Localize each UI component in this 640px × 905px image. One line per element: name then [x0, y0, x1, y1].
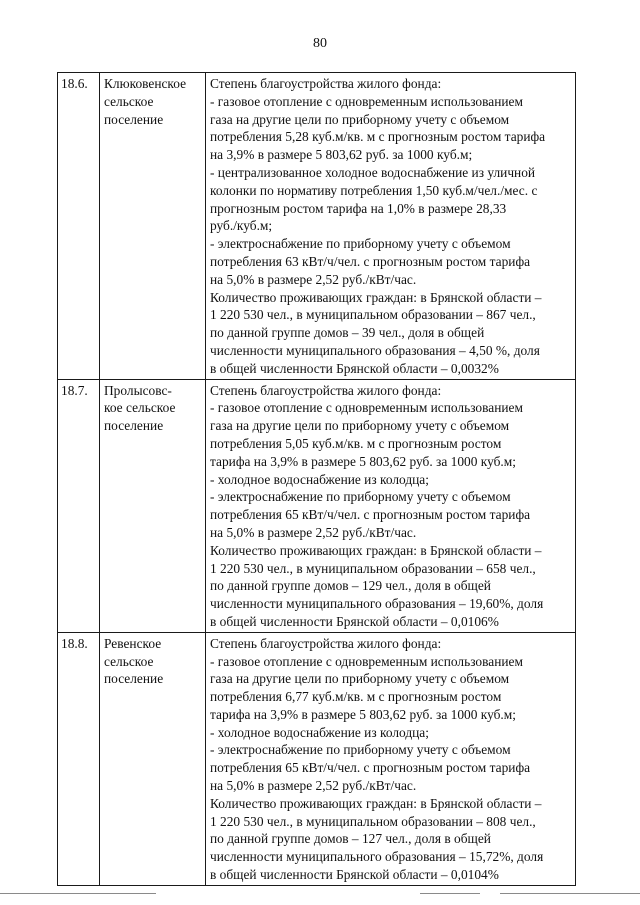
description-line: прогнозным ростом тарифа на 1,0% в размере 28,33: [210, 200, 507, 216]
settlement-name-line: поселение: [104, 671, 164, 687]
settlement-name-line: поселение: [104, 111, 164, 127]
description-line: Степень благоустройства жилого фонда:: [210, 635, 442, 651]
housing-description: [206, 632, 576, 885]
description-line: на 5,0% в размере 2,52 руб./кВт/час.: [210, 524, 417, 540]
table-row: [58, 73, 576, 380]
page-number: 80: [313, 36, 327, 51]
description-line: - холодное водоснабжение из колодца;: [210, 471, 429, 487]
settlement-name: [100, 379, 206, 632]
description-line: Степень благоустройства жилого фонда:: [210, 76, 442, 91]
description-line: потребления 5,05 куб.м/кв. м с прогнозным ростом: [210, 435, 502, 451]
description-line: потребления 65 кВт/ч/чел. с прогнозным ростом тарифа: [210, 507, 531, 523]
settlement-name-line: кое сельское: [104, 400, 176, 416]
description-line: 1 220 530 чел., в муниципальном образовании – 867 чел.,: [210, 307, 536, 323]
description-line: газа на другие цели по приборному учету с объемом: [210, 418, 510, 434]
description-line: руб./куб.м;: [210, 218, 273, 234]
settlement-name: [100, 73, 206, 380]
description-line: на 5,0% в размере 2,52 руб./кВт/час.: [210, 271, 417, 287]
description-line: газа на другие цели по приборному учету с объемом: [210, 671, 510, 687]
row-number: 18.6.: [58, 73, 100, 380]
description-line: потребления 65 кВт/ч/чел. с прогнозным ростом тарифа: [210, 760, 531, 776]
description-line: - газовое отопление с одновременным использованием: [210, 93, 523, 109]
table-body: [58, 73, 576, 886]
description-line: - электроснабжение по приборному учету с объемом: [210, 489, 511, 505]
description-line: Степень благоустройства жилого фонда:: [210, 382, 442, 398]
description-line: в общей численности Брянской области – 0,0106%: [210, 613, 499, 629]
settlement-name: [100, 632, 206, 885]
description-line: тарифа на 3,9% в размере 5 803,62 руб. за 1000 куб.м;: [210, 453, 516, 469]
description-line: потребления 5,28 куб.м/кв. м с прогнозным ростом тарифа: [210, 129, 546, 145]
table-row: [58, 379, 576, 632]
row-number: 18.7.: [58, 379, 100, 632]
description-line: численности муниципального образования – 4,50 %, доля: [210, 342, 540, 358]
settlement-name-line: Клюковенское: [104, 76, 187, 91]
description-line: численности муниципального образования – 19,60%, доля: [210, 596, 544, 612]
description-line: Количество проживающих граждан: в Брянской области –: [210, 289, 542, 305]
description-line: - холодное водоснабжение из колодца;: [210, 724, 429, 740]
description-line: на 5,0% в размере 2,52 руб./кВт/час.: [210, 778, 417, 794]
description-line: в общей численности Брянской области – 0,0032%: [210, 360, 499, 376]
housing-description: [206, 379, 576, 632]
description-line: колонки по нормативу потребления 1,50 куб.м/чел./мес. с: [210, 182, 538, 198]
footer-rule-middle: [420, 893, 480, 894]
description-line: численности муниципального образования – 15,72%, доля: [210, 849, 544, 865]
footer-rule-left: [0, 893, 156, 894]
housing-description: [206, 73, 576, 380]
description-line: тарифа на 3,9% в размере 5 803,62 руб. за 1000 куб.м;: [210, 706, 516, 722]
footer-rule-right: [500, 893, 640, 894]
description-line: - централизованное холодное водоснабжение из уличной: [210, 164, 536, 180]
description-line: газа на другие цели по приборному учету с объемом: [210, 111, 510, 127]
description-line: 1 220 530 чел., в муниципальном образовании – 808 чел.,: [210, 813, 536, 829]
description-line: - электроснабжение по приборному учету с объемом: [210, 236, 511, 252]
description-line: по данной группе домов – 127 чел., доля в общей: [210, 831, 491, 847]
settlements-table: [57, 72, 576, 886]
row-number: 18.8.: [58, 632, 100, 885]
description-line: - электроснабжение по приборному учету с объемом: [210, 742, 511, 758]
description-line: по данной группе домов – 39 чел., доля в общей: [210, 325, 485, 341]
description-line: в общей численности Брянской области – 0,0104%: [210, 867, 499, 883]
settlement-name-line: сельское: [104, 653, 154, 669]
settlement-name-line: сельское: [104, 93, 154, 109]
description-line: Количество проживающих граждан: в Брянской области –: [210, 542, 542, 558]
description-line: 1 220 530 чел., в муниципальном образовании – 658 чел.,: [210, 560, 536, 576]
description-line: по данной группе домов – 129 чел., доля в общей: [210, 578, 491, 594]
settlement-name-line: Пролысовс-: [104, 382, 172, 398]
settlement-name-line: поселение: [104, 418, 164, 434]
description-line: потребления 6,77 куб.м/кв. м с прогнозным ростом: [210, 689, 502, 705]
description-line: на 3,9% в размере 5 803,62 руб. за 1000 куб.м;: [210, 147, 473, 163]
settlement-name-line: Ревенское: [104, 635, 162, 651]
description-line: - газовое отопление с одновременным использованием: [210, 653, 523, 669]
description-line: - газовое отопление с одновременным использованием: [210, 400, 523, 416]
description-line: потребления 63 кВт/ч/чел. с прогнозным ростом тарифа: [210, 253, 531, 269]
description-line: Количество проживающих граждан: в Брянской области –: [210, 795, 542, 811]
table-row: [58, 632, 576, 885]
